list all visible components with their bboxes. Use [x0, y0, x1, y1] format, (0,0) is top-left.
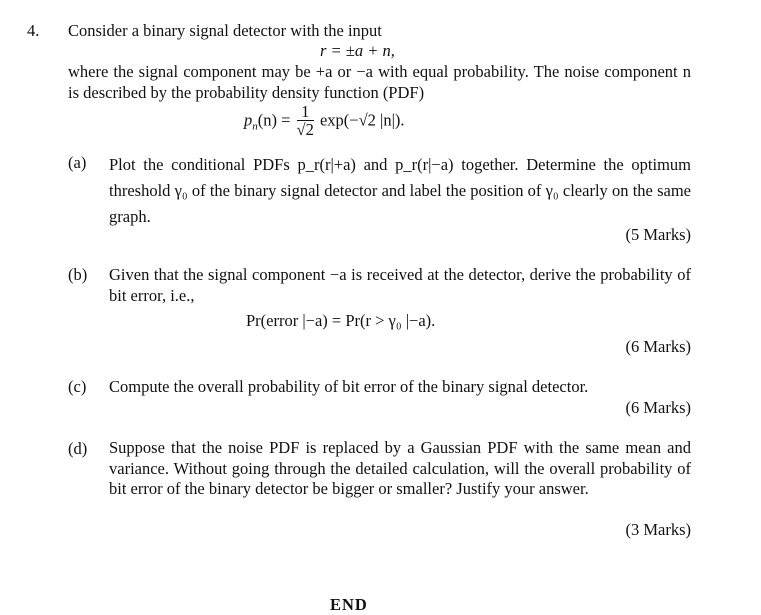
signal-description: where the signal component may be +a or −a with equal probability. The noise component n is described by the probability density function (PDF): [68, 62, 691, 102]
pdf-equation: [244, 104, 405, 139]
question-number: 4.: [27, 21, 40, 40]
pdf-rhs: exp(−√2 |n|).: [319, 110, 405, 130]
part-b-marks: (6 Marks): [625, 337, 691, 356]
pdf-fraction: [297, 104, 314, 139]
part-c-label: (c): [68, 377, 87, 396]
model-equation-text: r = ±a + n,: [320, 41, 395, 60]
part-a-label: (a): [68, 153, 87, 172]
pdf-numerator: 1: [297, 104, 314, 121]
question-intro: Consider a binary signal detector with the input: [68, 21, 382, 40]
pdf-denominator: √2: [296, 120, 314, 139]
part-b-label: (b): [68, 265, 88, 284]
pdf-arg: (n) =: [257, 110, 291, 130]
end-marker: END: [330, 595, 368, 614]
pdf-lhs: p: [244, 110, 253, 130]
part-d-marks: (3 Marks): [625, 520, 691, 539]
part-c-marks: (6 Marks): [625, 398, 691, 417]
part-d-label: (d): [68, 439, 88, 458]
part-b-text: Given that the signal component −a is received at the detector, derive the probability of bit error, i.e.,: [109, 265, 691, 305]
model-equation: [320, 40, 395, 61]
part-d-text: Suppose that the noise PDF is replaced by a Gaussian PDF with the same mean and variance. Without going through the detailed calculation, will the overall probability of bit error of the binary detector be bigger or smaller? Justify your answer.: [109, 438, 691, 498]
part-a-text: Plot the conditional PDFs p_r(r|+a) and p_r(r|−a) together. Determine the optimum threshold γ₀ of the binary signal detector and label the position of γ₀ clearly on the same graph.: [109, 155, 691, 226]
part-a-marks: (5 Marks): [625, 225, 691, 244]
part-c-text: Compute the overall probability of bit error of the binary signal detector.: [109, 377, 589, 396]
part-b-equation: Pr(error |−a) = Pr(r > γ₀ |−a).: [246, 311, 436, 330]
pdf-sub: n: [252, 120, 258, 133]
